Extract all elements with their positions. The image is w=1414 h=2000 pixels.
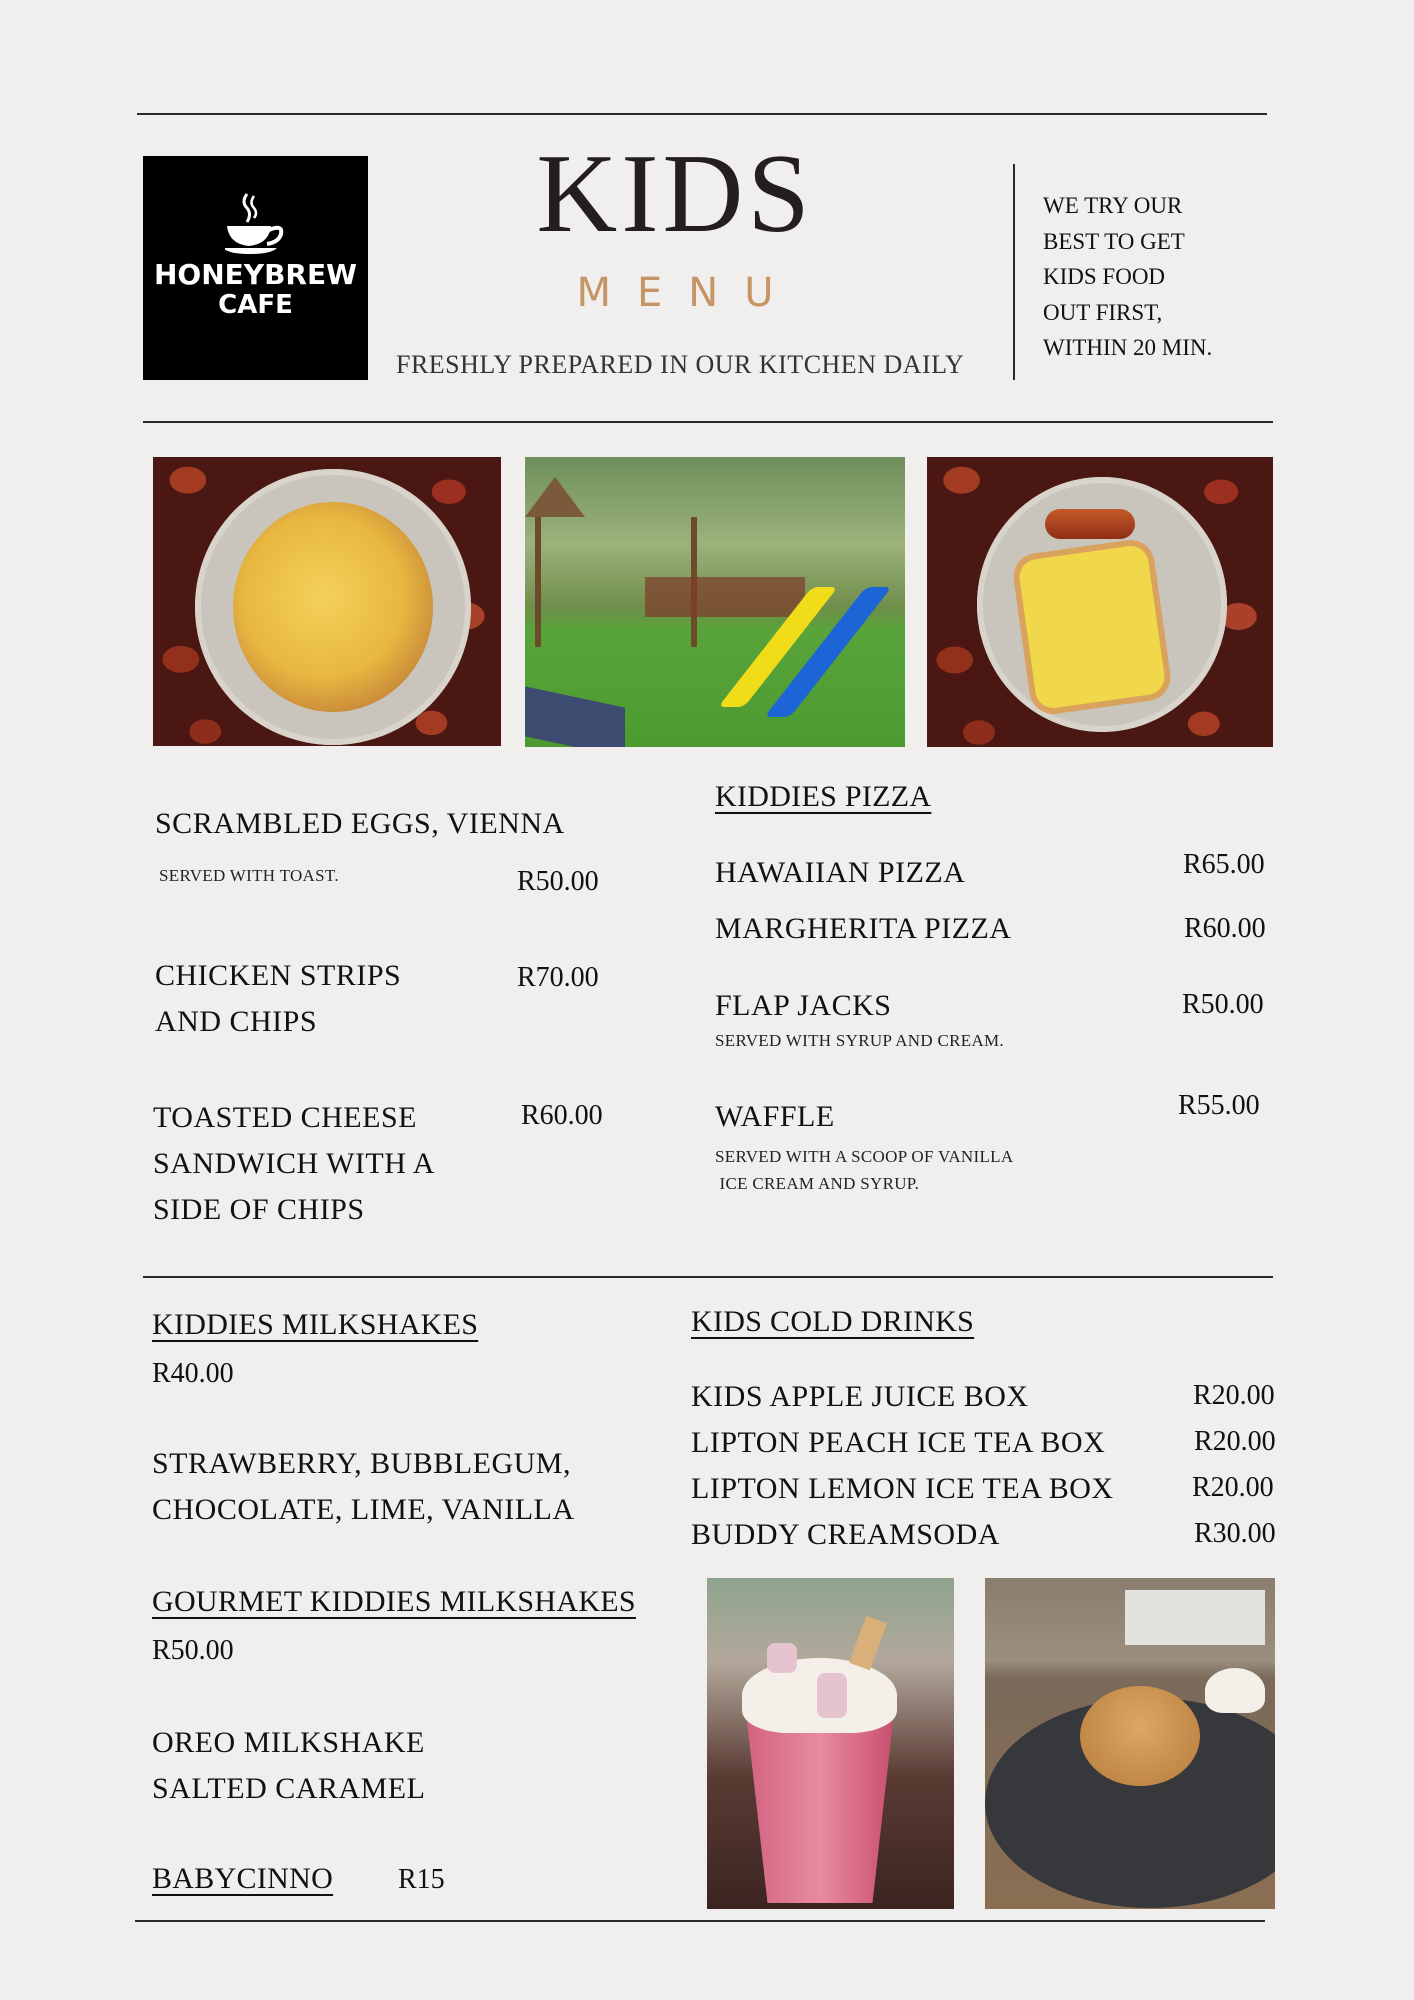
flavour-line: OREO MILKSHAKE	[152, 1726, 425, 1759]
photo-milkshake	[707, 1578, 954, 1909]
menu-item-price: R50.00	[1182, 989, 1264, 1020]
menu-item-price: R60.00	[1184, 913, 1266, 944]
section-heading-cold-drinks: KIDS COLD DRINKS	[691, 1305, 975, 1338]
photo-flap-jacks	[985, 1578, 1275, 1909]
milkshake-price: R40.00	[152, 1358, 234, 1389]
note-line: WE TRY OUR	[1043, 193, 1183, 218]
desc-line: SERVED WITH A SCOOP OF VANILLA	[715, 1147, 1014, 1166]
section-heading-kiddies-milkshakes: KIDDIES MILKSHAKES	[152, 1308, 479, 1341]
desc-line: ICE CREAM AND SYRUP.	[715, 1174, 920, 1193]
flavour-line: STRAWBERRY, BUBBLEGUM,	[152, 1447, 571, 1480]
menu-item-waffle: WAFFLE	[715, 1100, 835, 1133]
menu-item-price: R60.00	[521, 1100, 603, 1131]
drink-price: R20.00	[1192, 1472, 1274, 1503]
flavour-line: SALTED CARAMEL	[152, 1772, 426, 1805]
header-divider	[143, 421, 1273, 423]
menu-item-hawaiian-pizza: HAWAIIAN PIZZA	[715, 856, 966, 889]
note-line: KIDS FOOD	[1043, 264, 1166, 289]
photo-hawaiian-pizza	[153, 457, 501, 746]
menu-item-price: R50.00	[517, 866, 599, 897]
page-subtitle: MENU	[576, 270, 800, 316]
drink-item: BUDDY CREAMSODA	[691, 1518, 1000, 1551]
drink-item: LIPTON LEMON ICE TEA BOX	[691, 1472, 1114, 1505]
gourmet-price: R50.00	[152, 1635, 234, 1666]
milkshake-flavours	[152, 1441, 575, 1533]
flavour-line: CHOCOLATE, LIME, VANILLA	[152, 1493, 575, 1526]
logo-brand-line1: HONEYBREW	[154, 258, 357, 291]
drink-price: R20.00	[1194, 1426, 1276, 1457]
menu-item-price: R65.00	[1183, 849, 1265, 880]
menu-item-price: R55.00	[1178, 1090, 1260, 1121]
page-title: KIDS	[536, 132, 814, 256]
item-name-line: TOASTED CHEESE	[153, 1101, 417, 1134]
item-name-line: SANDWICH WITH A	[153, 1147, 435, 1180]
header-vertical-divider	[1013, 164, 1015, 380]
menu-item-scrambled-eggs: SCRAMBLED EGGS, VIENNA	[155, 807, 565, 840]
menu-item-desc	[715, 1143, 1013, 1197]
photo-scrambled-eggs	[927, 457, 1273, 747]
bottom-divider	[135, 1920, 1265, 1922]
section-heading-gourmet-milkshakes: GOURMET KIDDIES MILKSHAKES	[152, 1585, 636, 1618]
top-divider	[137, 113, 1267, 115]
middle-divider	[143, 1276, 1273, 1278]
note-line: WITHIN 20 MIN.	[1043, 335, 1213, 360]
gourmet-flavours	[152, 1720, 425, 1812]
drink-item: KIDS APPLE JUICE BOX	[691, 1380, 1029, 1413]
menu-item-margherita-pizza: MARGHERITA PIZZA	[715, 912, 1012, 945]
menu-item-desc: SERVED WITH SYRUP AND CREAM.	[715, 1031, 1004, 1050]
note-line: OUT FIRST,	[1043, 299, 1163, 325]
cafe-logo	[143, 156, 368, 380]
item-name-line: SIDE OF CHIPS	[153, 1193, 365, 1226]
drink-price: R20.00	[1193, 1380, 1275, 1411]
drink-price: R30.00	[1194, 1518, 1276, 1549]
menu-item-chicken-strips	[155, 953, 401, 1045]
item-name-line: CHICKEN STRIPS	[155, 959, 402, 992]
section-heading-babycinno: BABYCINNO	[152, 1862, 334, 1895]
photo-playground	[525, 457, 905, 747]
item-name-line: AND CHIPS	[155, 1005, 318, 1038]
drink-item: LIPTON PEACH ICE TEA BOX	[691, 1426, 1106, 1459]
coffee-cup-icon	[225, 192, 287, 256]
logo-brand-line2: CAFE	[218, 290, 293, 320]
service-note	[1043, 188, 1212, 366]
note-line: BEST TO GET	[1043, 228, 1185, 254]
section-heading-kiddies-pizza: KIDDIES PIZZA	[715, 780, 932, 813]
menu-item-toasted-cheese	[153, 1095, 435, 1233]
menu-item-price: R70.00	[517, 962, 599, 993]
menu-item-flap-jacks: FLAP JACKS	[715, 989, 892, 1022]
menu-item-desc: SERVED WITH TOAST.	[159, 866, 339, 885]
tagline: FRESHLY PREPARED IN OUR KITCHEN DAILY	[396, 350, 965, 379]
babycinno-price: R15	[398, 1864, 445, 1895]
